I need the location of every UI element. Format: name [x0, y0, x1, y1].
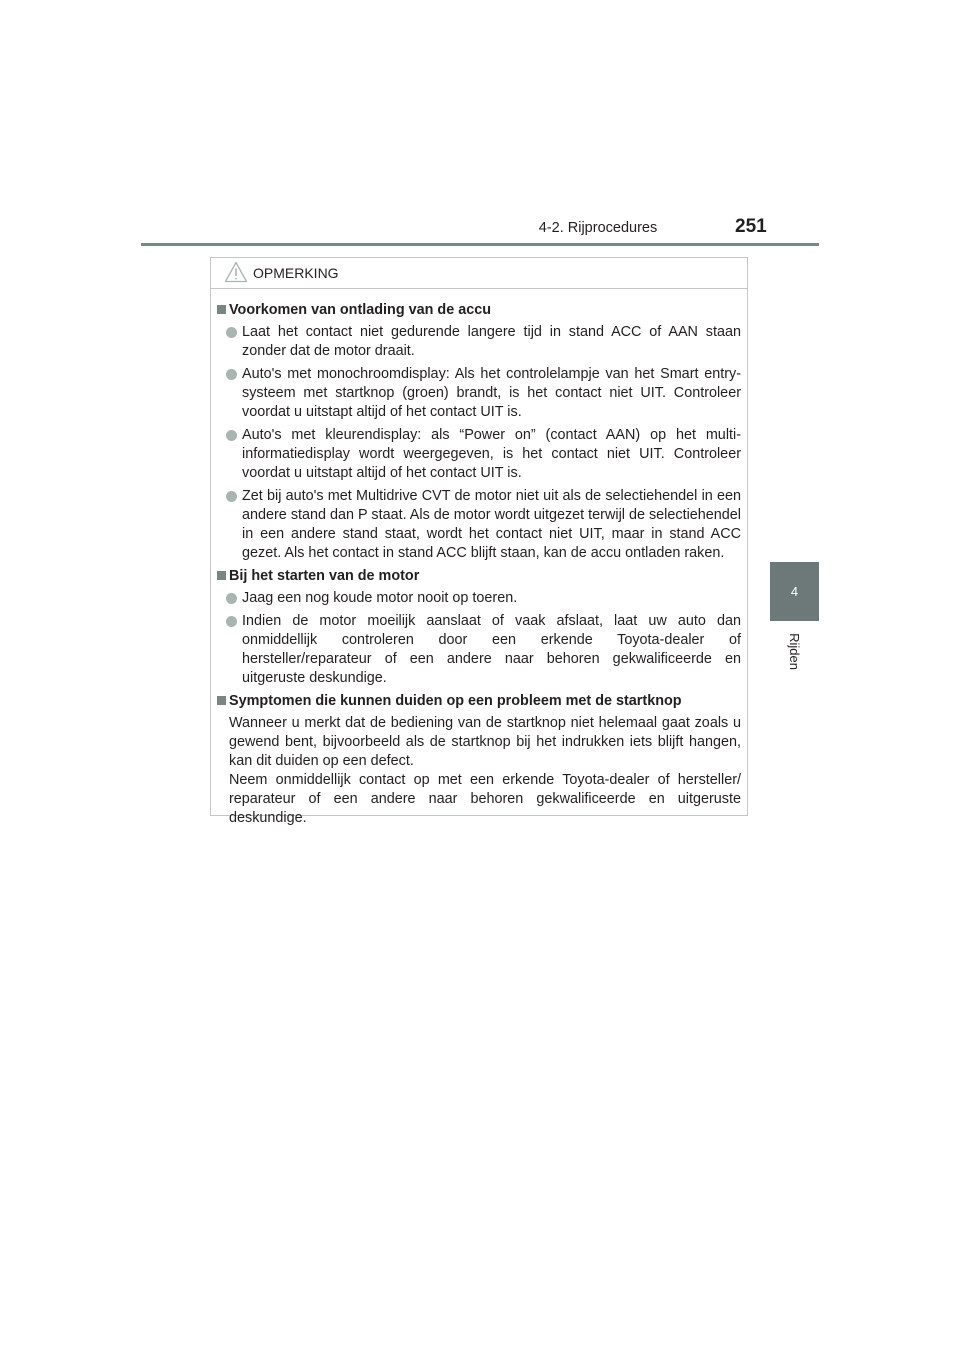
square-marker-icon	[217, 696, 226, 705]
bullet-item	[217, 612, 741, 688]
circle-bullet-icon	[226, 369, 237, 380]
chapter-tab-label-text: Rijden	[786, 633, 802, 670]
bullet-item	[217, 589, 741, 608]
circle-bullet-icon	[226, 327, 237, 338]
section-heading-text: Symptomen die kunnen duiden op een probleem met de startknop	[229, 693, 682, 709]
chapter-tab-number: 4	[770, 562, 819, 621]
paragraph: Neem onmiddellijk contact op met een erkende Toyota-dealer of hersteller/ reparateur of een andere naar behoren gekwalificeerde en uitgeruste deskundige.	[229, 772, 741, 826]
bullet-text: Laat het contact niet gedurende langere tijd in stand ACC of AAN staan zonder dat de motor draait.	[242, 324, 741, 359]
bullet-text: Indien de motor moeilijk aanslaat of vaak afslaat, laat uw auto dan onmiddellijk controleren door een erkende Toyota-dealer of hersteller/reparateur of een andere naar behoren gekwalificeerde en uitgeruste deskundige.	[242, 613, 741, 686]
bullet-text: Zet bij auto's met Multidrive CVT de motor niet uit als de selectiehendel in een andere stand dan P staat. Als de motor wordt uitgezet terwijl de selectiehendel in een andere stand staat, wordt het contact niet UIT, maar in stand ACC gezet. Als het contact in stand ACC blijft staan, kan de accu ontladen raken.	[242, 488, 741, 561]
notice-title: OPMERKING	[253, 265, 339, 281]
section-heading-symptoms	[217, 692, 741, 710]
square-marker-icon	[217, 571, 226, 580]
chapter-tab-label	[770, 629, 819, 674]
bullet-item	[217, 426, 741, 483]
notice-header	[211, 258, 747, 289]
bullet-text: Jaag een nog koude motor nooit op toeren.	[242, 590, 518, 606]
notice-body	[211, 289, 747, 828]
header-section: 4-2. Rijprocedures	[538, 220, 658, 236]
page-number: 251	[735, 216, 767, 237]
square-marker-icon	[217, 305, 226, 314]
bullet-item	[217, 365, 741, 422]
warning-triangle-icon	[224, 261, 248, 283]
section-heading-starting	[217, 567, 741, 585]
circle-bullet-icon	[226, 491, 237, 502]
bullet-text: Auto's met monochroomdisplay: Als het controlelampje van het Smart entry-systeem met startknop (groen) brandt, is het contact niet UIT. Controleer voordat u uitstapt altijd of het contact UIT is.	[242, 366, 741, 420]
bullet-item	[217, 487, 741, 563]
bullet-text: Auto's met kleurendisplay: als “Power on” (contact AAN) op het multi-informatiedisplay wordt weergegeven, is het contact niet UIT. Controleer voordat u uitstapt altijd of het contact UIT is.	[242, 427, 741, 481]
paragraph: Wanneer u merkt dat de bediening van de startknop niet helemaal gaat zoals u gewend bent, bijvoorbeeld als de startknop bij het indrukken iets blijft hangen, kan dit duiden op een defect.	[229, 715, 741, 769]
section-heading-text: Bij het starten van de motor	[229, 568, 420, 584]
notice-box	[210, 257, 748, 826]
circle-bullet-icon	[226, 593, 237, 604]
section-heading-text: Voorkomen van ontlading van de accu	[229, 302, 492, 318]
bullet-item	[217, 323, 741, 361]
circle-bullet-icon	[226, 430, 237, 441]
circle-bullet-icon	[226, 616, 237, 627]
section-heading-battery	[217, 301, 741, 319]
header-rule	[141, 243, 819, 246]
